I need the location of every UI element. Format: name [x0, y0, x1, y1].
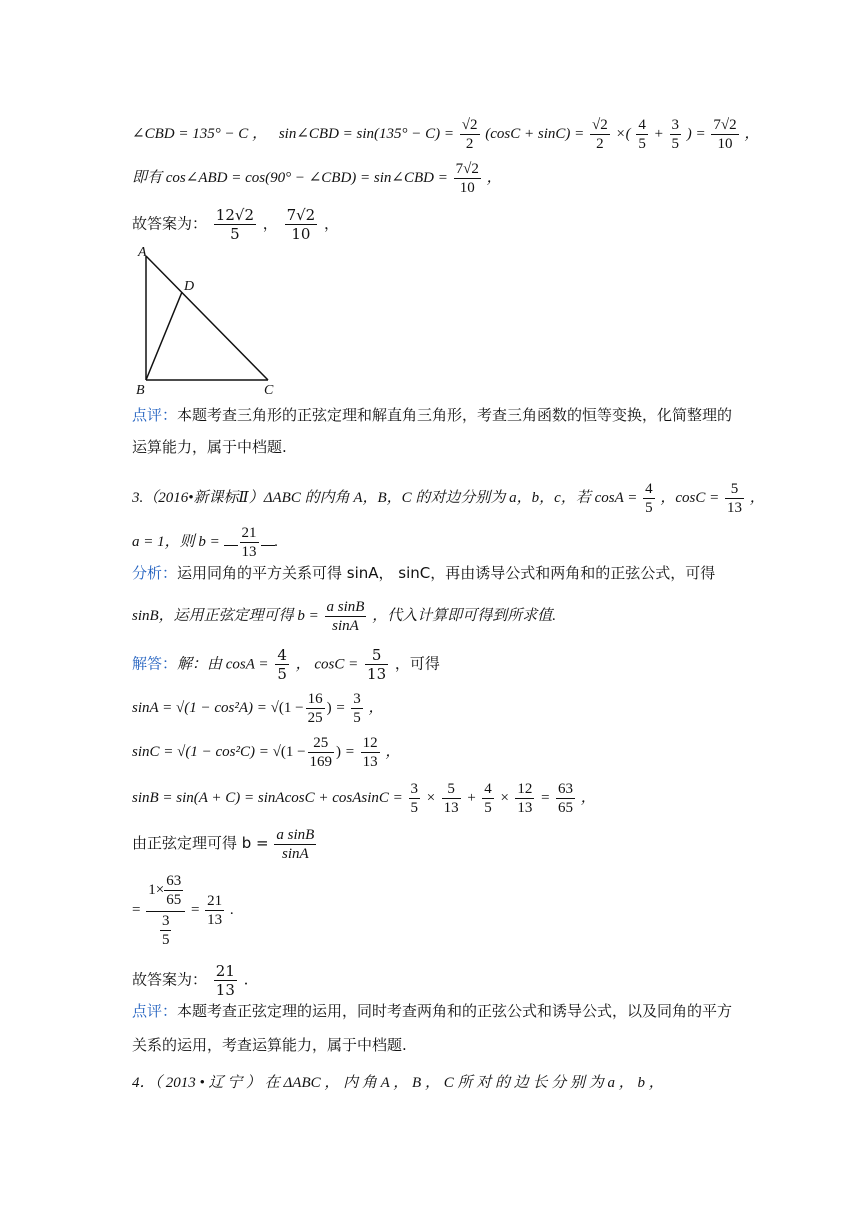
fraction: $\frac{21}{13}$ [207, 893, 223, 928]
label-b: B [136, 383, 145, 398]
fraction: $\frac{7√2}{10}$ [455, 161, 479, 196]
fraction: $\frac{√2}{2}$ [592, 117, 608, 152]
analysis-line-2 [132, 598, 556, 635]
text: sinA = √(1 − cos²A) = [132, 699, 267, 716]
fraction: $\frac{4}{5}$ [484, 781, 492, 816]
review-2-line-2 [132, 1034, 407, 1056]
text: = [335, 699, 346, 716]
fraction: $\frac{25}{169}$ [309, 735, 333, 770]
text: 即有 cos∠ABD = cos(90° − ∠CBD) = sin∠CBD = [132, 169, 448, 186]
final-computation [132, 872, 234, 949]
blank-line [261, 545, 275, 546]
answer-1 [132, 206, 339, 243]
law-of-sines-line [132, 826, 318, 863]
fraction: $\frac{7√2}{10}$ [286, 206, 316, 243]
segment-bd [146, 292, 182, 380]
sin-c-line: sinC = √(1 − cos²C) = √(1 − $\frac{25}{169}$ ) = $\frac{12}{13}$ ， [132, 735, 401, 770]
compound-fraction: 1× $\frac{63}{65}$ $\frac{3}{5}$ [146, 872, 185, 949]
text: × [425, 789, 436, 806]
text: (cosC + sinC) = [485, 125, 585, 142]
label-d: D [184, 279, 195, 294]
fraction: $\frac{4}{5}$ [277, 646, 287, 683]
text: ， cosC = [295, 656, 359, 673]
fraction: $\frac{\text{a sinB}}{\sin A}$ [326, 599, 365, 634]
text: ，代入计算即可得到所求值. [372, 607, 556, 624]
text: × [499, 789, 510, 806]
text: 本题考查三角形的正弦定理和解直角三角形，考查三角函数的恒等变换，化简整理的 [177, 406, 733, 424]
text: ， [580, 789, 596, 806]
text: sinB，运用正弦定理可得 b = [132, 607, 319, 624]
text: ∠CBD = 135° − C ， [132, 125, 268, 142]
text: 运用同角的平方关系可得 sinA， sinC，再由诱导公式和两角和的正弦公式，可得 [177, 564, 716, 582]
text: 3.（2016•新课标Ⅱ）ΔABC 的内角 A，B，C 的对边分别为 a，b，c，若 cosA = [132, 489, 638, 506]
fraction: $\frac{21}{13}$ [241, 525, 257, 560]
fraction: $\frac{12}{13}$ [362, 735, 378, 770]
review-label: 点评： [132, 406, 178, 424]
text: sin∠CBD = sin(135° − C) = [278, 125, 455, 142]
text: ，可得 [394, 654, 440, 673]
fraction: $\frac{3}{5}$ [410, 781, 419, 816]
text: a = 1，则 b = [132, 533, 220, 550]
fraction: $\frac{16}{25}$ [307, 691, 323, 726]
line-cbd [132, 116, 759, 153]
review-label: 点评： [132, 1002, 178, 1020]
triangle-figure [132, 240, 292, 400]
sin-b-line [132, 780, 596, 817]
text: = [132, 901, 141, 918]
text: ， [486, 169, 502, 186]
review-1-line-2 [132, 436, 287, 458]
label-a: A [138, 245, 147, 260]
fraction: $\frac{7√2}{10}$ [713, 117, 737, 152]
text: sinB = sin(A + C) = sinAcosC + cosAsinC = [132, 789, 403, 806]
text: 故答案为： [132, 214, 208, 233]
fraction: $\frac{\text{a sinB}}{\sin A}$ [276, 827, 315, 862]
review-2-line-1 [132, 1000, 732, 1022]
sin-a-line: sinA = √(1 − cos²A) = √(1 − $\frac{16}{25}$ ) = $\frac{3}{5}$ ， [132, 691, 384, 726]
text: 关系的运用，考查运算能力，属于中档题. [132, 1036, 407, 1054]
text: ， [368, 699, 384, 716]
text: . [243, 970, 249, 989]
text: + [653, 125, 664, 142]
text: ， [744, 125, 760, 142]
fraction: $\frac{4}{5}$ [645, 481, 653, 516]
text: . [229, 901, 234, 918]
fraction: $\frac{5}{13}$ [367, 646, 387, 683]
text: ) = [686, 125, 706, 142]
solution-label: 解答： [132, 654, 178, 673]
text: = [190, 901, 200, 918]
fraction: $\frac{3}{5}$ [353, 691, 361, 726]
text: ， [385, 743, 401, 760]
text: 本题考查正弦定理的运用，同时考查两角和的正弦公式和诱导公式，以及同角的平方 [177, 1002, 733, 1020]
text: 运算能力，属于中档题. [132, 438, 287, 456]
text: ×( [615, 125, 631, 142]
fraction: $\frac{5}{13}$ [443, 781, 459, 816]
fraction: $\frac{21}{13}$ [215, 962, 235, 999]
blank-line [224, 545, 238, 546]
fraction: $\frac{12√2}{5}$ [215, 206, 254, 243]
text: . [274, 533, 279, 550]
analysis-label: 分析： [132, 564, 178, 582]
label-c: C [264, 383, 274, 398]
text: = [540, 789, 551, 806]
text: ， [749, 489, 765, 506]
text: = [344, 743, 355, 760]
analysis-line-1 [132, 562, 715, 584]
text: sinC = √(1 − cos²C) = [132, 743, 269, 760]
side-ac [146, 256, 268, 380]
question-4-line [132, 1072, 664, 1094]
text: ， [262, 214, 278, 233]
review-1-line-1 [132, 404, 732, 426]
text: ，cosC = [660, 489, 720, 506]
solution-line [132, 646, 440, 683]
fraction: $\frac{12}{13}$ [517, 781, 533, 816]
answer-2 [132, 962, 248, 999]
text: ， [324, 214, 340, 233]
fraction: $\frac{√2}{2}$ [461, 117, 478, 152]
text: 故答案为： [132, 970, 208, 989]
fraction: $\frac{3}{5}$ [671, 117, 679, 152]
fraction: $\frac{5}{13}$ [726, 481, 742, 516]
text: + [466, 789, 477, 806]
text: 由正弦定理可得 b = [132, 833, 269, 852]
text: 解：由 cosA = [177, 656, 269, 673]
text: 4．（ 2013 • 辽 宁 ） 在 ΔABC ， 内 角 A ， B ， C 所 对 的 边 长 分 别 为 a ， b ， [132, 1075, 664, 1091]
fraction: $\frac{4}{5}$ [638, 117, 646, 152]
line-cos-abd [132, 160, 502, 197]
fraction: $\frac{63}{65}$ [558, 781, 574, 816]
question-3-line-2 [132, 524, 278, 561]
question-3-line-1 [132, 480, 765, 517]
